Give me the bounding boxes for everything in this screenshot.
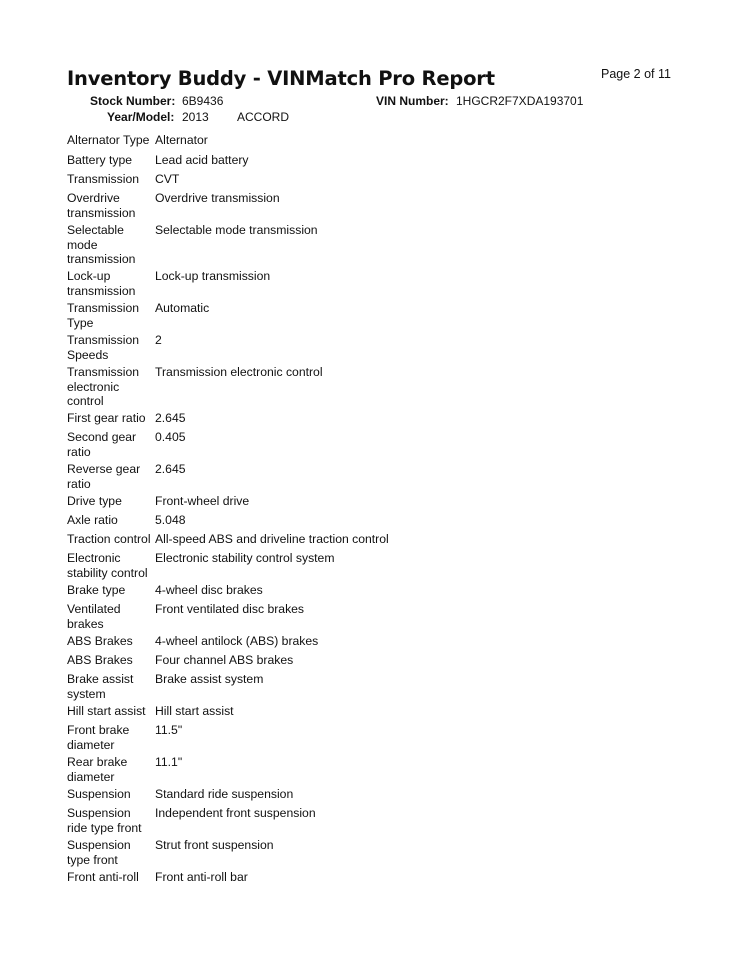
spec-value: 2.645 bbox=[155, 462, 186, 476]
spec-value: Front anti-roll bar bbox=[155, 870, 248, 884]
spec-value: 11.1" bbox=[155, 755, 183, 769]
spec-key: Lock-up transmission bbox=[67, 269, 136, 298]
spec-value: Selectable mode transmission bbox=[155, 223, 318, 237]
spec-key: Front brake diameter bbox=[67, 723, 130, 752]
year-model-label: Year/Model: bbox=[107, 110, 175, 124]
spec-value: Lead acid battery bbox=[155, 153, 249, 167]
spec-key: Transmission Type bbox=[67, 301, 140, 330]
spec-key: Transmission Speeds bbox=[67, 333, 140, 362]
spec-key: First gear ratio bbox=[67, 411, 146, 425]
spec-value: Standard ride suspension bbox=[155, 787, 294, 801]
spec-key: Transmission electronic control bbox=[67, 365, 140, 408]
stock-number-value: 6B9436 bbox=[182, 94, 224, 108]
spec-value: Lock-up transmission bbox=[155, 269, 271, 283]
vin-number-value: 1HGCR2F7XDA193701 bbox=[456, 94, 584, 108]
spec-key: Selectable mode transmission bbox=[67, 223, 136, 266]
spec-value: 0.405 bbox=[155, 430, 186, 444]
spec-value: 11.5" bbox=[155, 723, 183, 737]
spec-value: Automatic bbox=[155, 301, 210, 315]
spec-value: 5.048 bbox=[155, 513, 186, 527]
spec-key: Alternator Type bbox=[67, 133, 150, 147]
spec-key: Reverse gear ratio bbox=[67, 462, 141, 491]
spec-value: Strut front suspension bbox=[155, 838, 274, 852]
stock-number bbox=[90, 94, 175, 109]
spec-value: 4-wheel antilock (ABS) brakes bbox=[155, 634, 319, 648]
year-value: 2013 bbox=[182, 110, 209, 124]
spec-value: Alternator bbox=[155, 133, 208, 147]
spec-key: Axle ratio bbox=[67, 513, 118, 527]
spec-value: Four channel ABS brakes bbox=[155, 653, 294, 667]
spec-value: 2 bbox=[155, 333, 162, 347]
spec-value: Electronic stability control system bbox=[155, 551, 335, 565]
page-number: Page 2 of 11 bbox=[601, 67, 671, 81]
model-value: ACCORD bbox=[237, 110, 290, 124]
vin-number-label: VIN Number: bbox=[376, 94, 449, 108]
spec-key: Traction control bbox=[67, 532, 151, 546]
spec-key: ABS Brakes bbox=[67, 653, 133, 667]
spec-key: Brake type bbox=[67, 583, 126, 597]
spec-value: Hill start assist bbox=[155, 704, 234, 718]
spec-value: Overdrive transmission bbox=[155, 191, 280, 205]
spec-value: Transmission electronic control bbox=[155, 365, 323, 379]
spec-key: Hill start assist bbox=[67, 704, 146, 718]
spec-key: Ventilated brakes bbox=[67, 602, 121, 631]
spec-key: ABS Brakes bbox=[67, 634, 133, 648]
spec-key: Overdrive transmission bbox=[67, 191, 136, 220]
spec-value: Front-wheel drive bbox=[155, 494, 250, 508]
stock-number-label: Stock Number: bbox=[90, 94, 176, 108]
spec-value: Independent front suspension bbox=[155, 806, 316, 820]
spec-key: Front anti-roll bbox=[67, 870, 139, 884]
spec-key: Rear brake diameter bbox=[67, 755, 128, 784]
spec-value: All-speed ABS and driveline traction control bbox=[155, 532, 389, 546]
spec-key: Battery type bbox=[67, 153, 133, 167]
spec-key: Brake assist system bbox=[67, 672, 134, 701]
spec-key: Transmission bbox=[67, 172, 140, 186]
spec-value: 2.645 bbox=[155, 411, 186, 425]
spec-value: 4-wheel disc brakes bbox=[155, 583, 263, 597]
spec-key: Electronic stability control bbox=[67, 551, 148, 580]
spec-key: Second gear ratio bbox=[67, 430, 137, 459]
spec-value: Brake assist system bbox=[155, 672, 264, 686]
vin-number bbox=[376, 94, 449, 109]
spec-value: Front ventilated disc brakes bbox=[155, 602, 305, 616]
spec-key: Suspension type front bbox=[67, 838, 131, 867]
spec-key: Suspension bbox=[67, 787, 131, 801]
report-title: Inventory Buddy - VINMatch Pro Report bbox=[67, 67, 495, 90]
spec-key: Suspension ride type front bbox=[67, 806, 142, 835]
spec-key: Drive type bbox=[67, 494, 122, 508]
spec-value: CVT bbox=[155, 172, 180, 186]
year-model bbox=[107, 110, 174, 125]
